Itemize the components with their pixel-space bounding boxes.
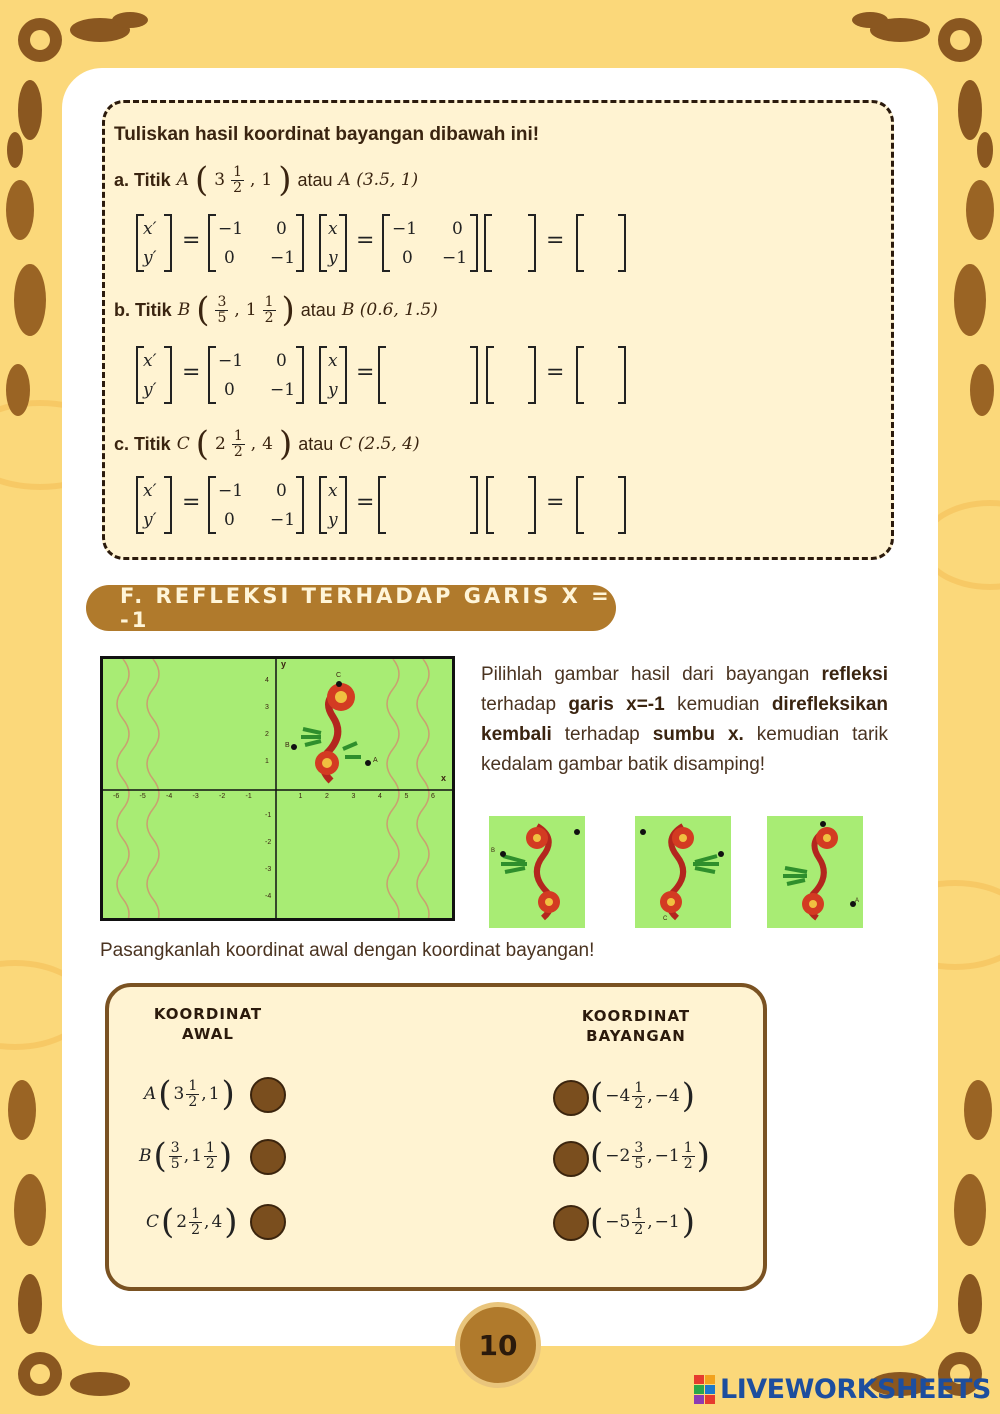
answer-blank[interactable] bbox=[486, 476, 494, 534]
x-tick-label: -5 bbox=[139, 793, 146, 800]
answer-blank[interactable] bbox=[378, 346, 386, 404]
point-b-line: b. Titik B ( $\frac{3}{5}$ , 1 $\frac{1}{2}$ ) atau B (0.6, 1.5) bbox=[114, 290, 438, 330]
matching-instruction: Pasangkanlah koordinat awal dengan koordinat bayangan! bbox=[100, 940, 595, 961]
y-tick-label: 3 bbox=[265, 704, 269, 711]
connector-text: atau bbox=[298, 433, 334, 454]
y-tick-label: -3 bbox=[265, 866, 272, 873]
brand-logo[interactable] bbox=[694, 1374, 991, 1405]
right-match-dot-2[interactable] bbox=[553, 1141, 589, 1177]
answer-blank[interactable] bbox=[486, 346, 494, 404]
flower-motif bbox=[291, 681, 371, 781]
liveworksheets-icon bbox=[694, 1375, 716, 1405]
answer-blank[interactable] bbox=[576, 476, 584, 534]
right-column-header: KOORDINAT BAYANGAN bbox=[581, 1007, 691, 1045]
point-b-name: B bbox=[177, 300, 191, 320]
y-tick-label: 4 bbox=[265, 677, 269, 684]
y-tick-label: 2 bbox=[265, 731, 269, 738]
y-tick-label: -4 bbox=[265, 893, 272, 900]
point-a-name: A bbox=[176, 170, 189, 190]
y-axis-label: y bbox=[281, 659, 287, 669]
coordinate-graph[interactable] bbox=[100, 656, 455, 921]
x-tick-label: 4 bbox=[378, 793, 382, 800]
point-label-b: B bbox=[285, 742, 290, 749]
task-title: Tuliskan hasil koordinat bayangan dibawah ini! bbox=[114, 124, 540, 145]
right-match-dot-1[interactable] bbox=[553, 1080, 589, 1116]
left-match-dot-b[interactable] bbox=[250, 1139, 286, 1175]
x-tick-label: 3 bbox=[351, 793, 356, 800]
answer-blank[interactable] bbox=[484, 214, 492, 272]
y-tick-label: 1 bbox=[265, 758, 269, 765]
x-tick-label: 1 bbox=[298, 793, 303, 800]
answer-blank[interactable] bbox=[378, 476, 386, 534]
x-tick-label: -3 bbox=[192, 793, 199, 800]
batik-option-3[interactable]: A bbox=[767, 816, 863, 928]
point-a-decimal: A (3.5, 1) bbox=[338, 170, 419, 190]
instruction-paragraph: Pilihlah gambar hasil dari bayangan refleksi terhadap garis x=-1 kemudian direfleksikan kembali terhadap sumbu x. kemudian tarik kedalam gambar batik disamping! bbox=[481, 664, 888, 775]
right-coord-2: ( −2 $\frac{3}{5}$ , −1 $\frac{1}{2}$ ) bbox=[590, 1136, 710, 1176]
answer-blank[interactable] bbox=[576, 214, 584, 272]
left-coord-a: A ( 3 $\frac{1}{2}$ , 1 ) bbox=[144, 1074, 235, 1114]
batik-option-2[interactable]: C bbox=[635, 816, 731, 928]
connector-text: atau bbox=[300, 299, 336, 320]
section-header: F. REFLEKSI TERHADAP GARIS X = -1 bbox=[86, 585, 616, 631]
point-label-c: C bbox=[336, 672, 342, 679]
point-c-label: c. Titik bbox=[114, 433, 171, 454]
batik-edge-ornament bbox=[940, 1060, 1000, 1260]
left-coord-b: B ( $\frac{3}{5}$ , 1 $\frac{1}{2}$ ) bbox=[139, 1136, 233, 1176]
point-c-decimal: C (2.5, 4) bbox=[339, 434, 420, 454]
x-tick-label: 2 bbox=[325, 793, 329, 800]
page-number: 10 bbox=[455, 1302, 541, 1388]
point-c-line: c. Titik C ( 2 $\frac{1}{2}$ , 4 ) atau C (2.5, 4) bbox=[114, 424, 420, 464]
right-match-dot-3[interactable] bbox=[553, 1205, 589, 1241]
point-b-decimal: B (0.6, 1.5) bbox=[341, 300, 438, 320]
batik-edge-ornament bbox=[0, 170, 60, 430]
batik-edge-ornament bbox=[0, 1060, 60, 1260]
batik-pattern bbox=[117, 659, 429, 918]
batik-option-1[interactable]: B bbox=[489, 816, 585, 928]
x-tick-label: -6 bbox=[113, 793, 120, 800]
batik-edge-ornament bbox=[940, 170, 1000, 430]
point-label-a: A bbox=[373, 757, 378, 764]
x-tick-label: -2 bbox=[219, 793, 226, 800]
point-a-label: a. Titik bbox=[114, 169, 171, 190]
left-match-dot-c[interactable] bbox=[250, 1204, 286, 1240]
right-coord-3: ( −5 $\frac{1}{2}$ , −1 ) bbox=[590, 1202, 695, 1242]
brand-text: LIVEWORKSHEETS bbox=[720, 1374, 991, 1405]
point-b-label: b. Titik bbox=[114, 299, 172, 320]
left-column-header: KOORDINAT AWAL bbox=[153, 1005, 263, 1043]
answer-blank[interactable] bbox=[576, 346, 584, 404]
left-match-dot-a[interactable] bbox=[250, 1077, 286, 1113]
x-axis-label: x bbox=[441, 773, 447, 783]
point-c-name: C bbox=[176, 434, 190, 454]
y-tick-label: -2 bbox=[265, 839, 272, 846]
x-tick-label: 6 bbox=[431, 793, 435, 800]
point-a-line: a. Titik A ( 3 $\frac{1}{2}$ , 1 ) atau A (3.5, 1) bbox=[114, 160, 419, 200]
connector-text: atau bbox=[297, 169, 333, 190]
right-coord-1: ( −4 $\frac{1}{2}$ , −4 ) bbox=[590, 1076, 695, 1116]
left-coord-c: C ( 2 $\frac{1}{2}$ , 4 ) bbox=[146, 1202, 238, 1242]
y-tick-label: -1 bbox=[265, 812, 272, 819]
x-tick-label: 5 bbox=[404, 793, 409, 800]
x-tick-label: -4 bbox=[166, 793, 173, 800]
x-tick-label: -1 bbox=[245, 793, 252, 800]
